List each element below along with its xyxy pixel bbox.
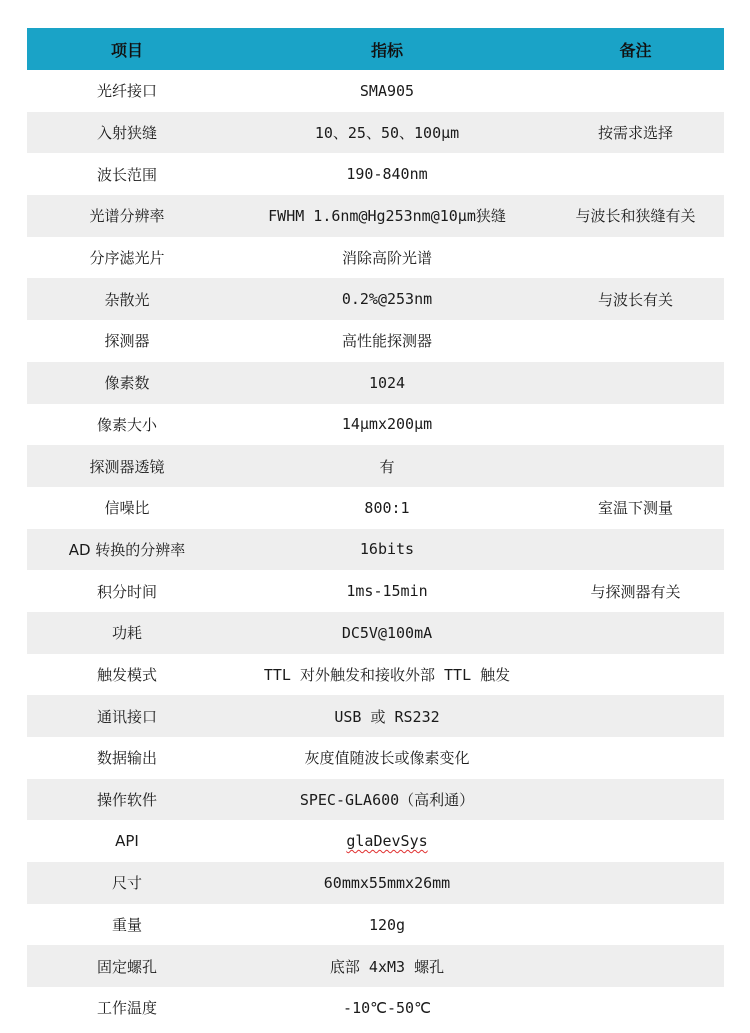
row-item-cell: 探测器透镜 (27, 445, 227, 487)
table-row (27, 570, 724, 612)
table-row (27, 779, 724, 821)
row-spec-cell: 灰度值随波长或像素变化 (304, 749, 470, 768)
row-item-cell: 尺寸 (27, 862, 227, 904)
row-note-cell (547, 404, 724, 446)
table-row (27, 404, 724, 446)
row-spec-cell: 190-840nm (346, 165, 428, 184)
row-note-cell (547, 362, 724, 404)
row-note-cell (547, 237, 724, 279)
row-item-cell: 固定螺孔 (27, 945, 227, 987)
row-spec-cell: 高性能探测器 (341, 332, 432, 351)
table-row (27, 112, 724, 154)
row-note-cell (547, 70, 724, 112)
row-spec-cell: glaDevSys (346, 832, 428, 851)
row-note-cell (547, 320, 724, 362)
table-row (27, 529, 724, 571)
row-item-cell: 像素数 (27, 362, 227, 404)
row-note-cell (547, 695, 724, 737)
row-spec-cell: -10℃-50℃ (343, 998, 431, 1017)
row-note-cell (547, 945, 724, 987)
row-item-cell: 分序滤光片 (89, 249, 165, 268)
row-note-cell (547, 904, 724, 946)
row-note-cell (547, 612, 724, 654)
row-spec-cell: SMA905 (359, 81, 415, 100)
table-row (27, 237, 724, 279)
table-row (27, 445, 724, 487)
header-note: 备注 (547, 28, 724, 70)
row-item-cell: 操作软件 (27, 779, 227, 821)
table-row (27, 362, 724, 404)
row-note-cell (547, 529, 724, 571)
table-row (27, 612, 724, 654)
table-row (27, 278, 724, 320)
row-item-cell: 波长范围 (96, 165, 157, 184)
table-row (27, 737, 724, 779)
row-spec-cell: 10、25、50、100μm (227, 112, 547, 154)
table-row (27, 695, 724, 737)
row-note-cell (547, 153, 724, 195)
row-item-cell: 工作温度 (96, 999, 157, 1018)
header-row (27, 28, 724, 70)
table-row (27, 987, 724, 1029)
table-row (27, 70, 724, 112)
row-item-cell: 数据输出 (96, 749, 157, 768)
row-spec-cell: 800:1 (364, 498, 410, 517)
row-item-cell: 触发模式 (96, 665, 157, 684)
row-note-cell (547, 737, 724, 779)
row-spec-cell: USB 或 RS232 (227, 695, 547, 737)
table-row (27, 945, 724, 987)
row-spec-cell: 16bits (227, 529, 547, 571)
table-row (27, 320, 724, 362)
row-item-cell: 光纤接口 (96, 82, 157, 101)
row-item-cell: 积分时间 (96, 582, 157, 601)
header-spec: 指标 (227, 28, 547, 70)
row-item-cell: 信噪比 (104, 499, 150, 518)
row-spec-cell: FWHM 1.6nm@Hg253nm@10μm狭缝 (227, 195, 547, 237)
row-item-cell: 重量 (111, 916, 142, 935)
row-spec-cell: 0.2%@253nm (227, 278, 547, 320)
row-item-cell: 通讯接口 (27, 695, 227, 737)
table-row (27, 487, 724, 529)
row-item-cell: AD 转换的分辨率 (27, 529, 227, 571)
row-item-cell: API (115, 832, 139, 851)
row-note-cell: 按需求选择 (547, 112, 724, 154)
row-item-cell: 探测器 (104, 332, 150, 351)
row-spec-cell: 消除高阶光谱 (341, 249, 432, 268)
table-row (27, 862, 724, 904)
table-row (27, 153, 724, 195)
spec-table (27, 28, 724, 1029)
row-item-cell: 光谱分辨率 (27, 195, 227, 237)
row-spec-cell: 底部 4xM3 螺孔 (227, 945, 547, 987)
row-spec-cell: 1024 (227, 362, 547, 404)
row-spec-cell: 有 (227, 445, 547, 487)
row-note-cell (547, 987, 724, 1029)
row-item-cell: 入射狭缝 (27, 112, 227, 154)
row-note-cell (547, 862, 724, 904)
row-item-cell: 杂散光 (27, 278, 227, 320)
row-note-cell (547, 445, 724, 487)
row-note-cell: 与波长有关 (547, 278, 724, 320)
row-spec-cell: 1ms-15min (346, 582, 428, 601)
row-item-cell: 功耗 (27, 612, 227, 654)
row-note-cell (547, 820, 724, 862)
table-body (27, 70, 724, 1029)
table-row (27, 195, 724, 237)
row-item-cell: 像素大小 (96, 415, 157, 434)
table-row (27, 904, 724, 946)
row-note-cell: 与探测器有关 (590, 582, 681, 601)
table-row (27, 654, 724, 696)
table-row (27, 820, 724, 862)
row-note-cell (547, 779, 724, 821)
row-spec-cell: 14μmx200μm (341, 415, 433, 434)
row-spec-cell: DC5V@100mA (227, 612, 547, 654)
row-spec-cell: SPEC-GLA600（高利通） (227, 779, 547, 821)
row-note-cell (547, 654, 724, 696)
row-spec-cell: 120g (368, 915, 406, 934)
header-item: 项目 (27, 28, 227, 70)
table-header (27, 28, 724, 70)
row-spec-cell: 60mmx55mmx26mm (227, 862, 547, 904)
row-spec-cell: TTL 对外触发和接收外部 TTL 触发 (263, 665, 511, 684)
row-note-cell: 与波长和狭缝有关 (547, 195, 724, 237)
row-note-cell: 室温下测量 (597, 499, 673, 518)
